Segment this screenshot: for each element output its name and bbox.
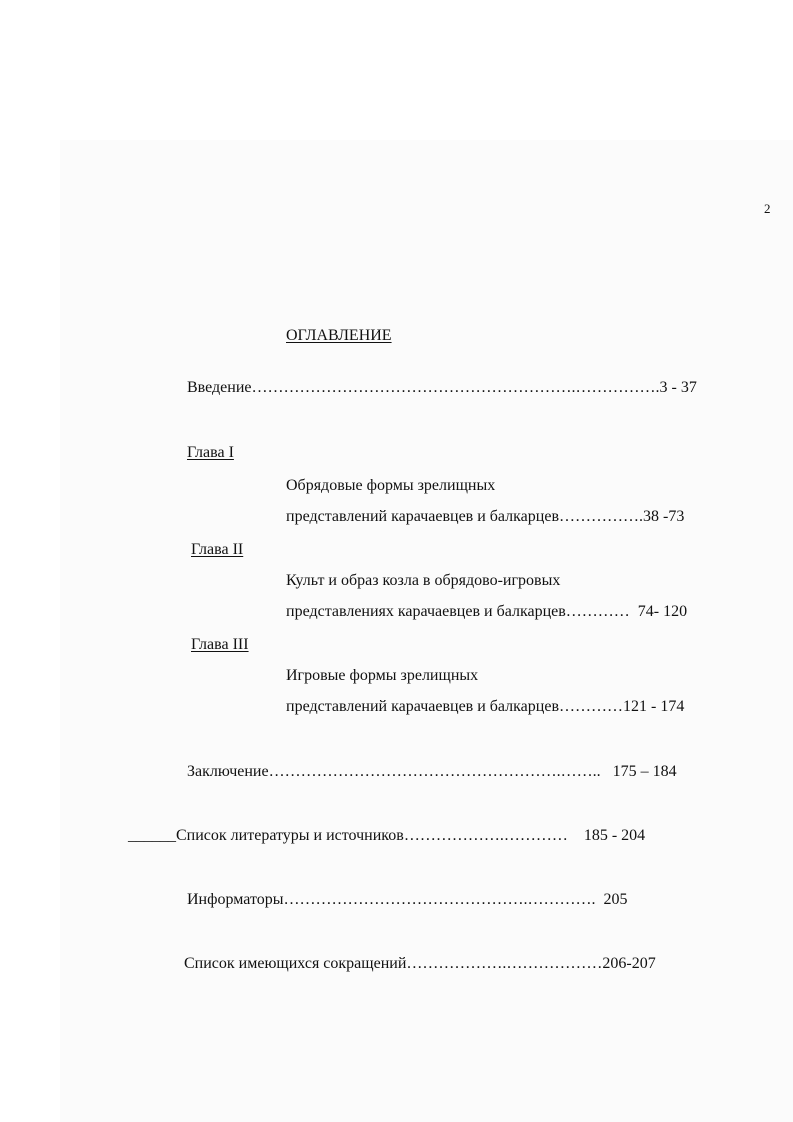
chapter-1-label: Глава I bbox=[187, 444, 234, 461]
toc-entry-abbreviations: Список имеющихся сокращений……………….………………206-207 bbox=[184, 955, 656, 972]
page-number: 2 bbox=[764, 201, 771, 216]
chapter-3-title-line2: представлений карачаевцев и балкарцев…………121 - 174 bbox=[286, 698, 685, 715]
chapter-1-title-line2: представлений карачаевцев и балкарцев…………….38 -73 bbox=[286, 508, 685, 525]
toc-entry-introduction: Введение…………………………………………………….…………….3 - 37 bbox=[187, 379, 697, 396]
chapter-2-title-line2: представлениях карачаевцев и балкарцев………… 74- 120 bbox=[286, 603, 688, 620]
toc-heading: ОГЛАВЛЕНИЕ bbox=[286, 327, 392, 344]
chapter-3-title-line1: Игровые формы зрелищных bbox=[286, 667, 479, 684]
toc-entry-informants: Информаторы……………………………………….…………. 205 bbox=[187, 891, 628, 908]
toc-entry-conclusion: Заключение……………………………………………….…….. 175 – 184 bbox=[187, 763, 677, 780]
chapter-2-label: Глава II bbox=[191, 541, 244, 558]
chapter-1-title-line1: Обрядовые формы зрелищных bbox=[286, 477, 496, 494]
chapter-2-title-line1: Культ и образ козла в обрядово-игровых bbox=[286, 572, 561, 589]
toc-entry-literature: ______Список литературы и источников……………….………… 185 - 204 bbox=[128, 827, 646, 844]
chapter-3-label: Глава III bbox=[191, 636, 249, 653]
page-background bbox=[60, 140, 793, 1122]
